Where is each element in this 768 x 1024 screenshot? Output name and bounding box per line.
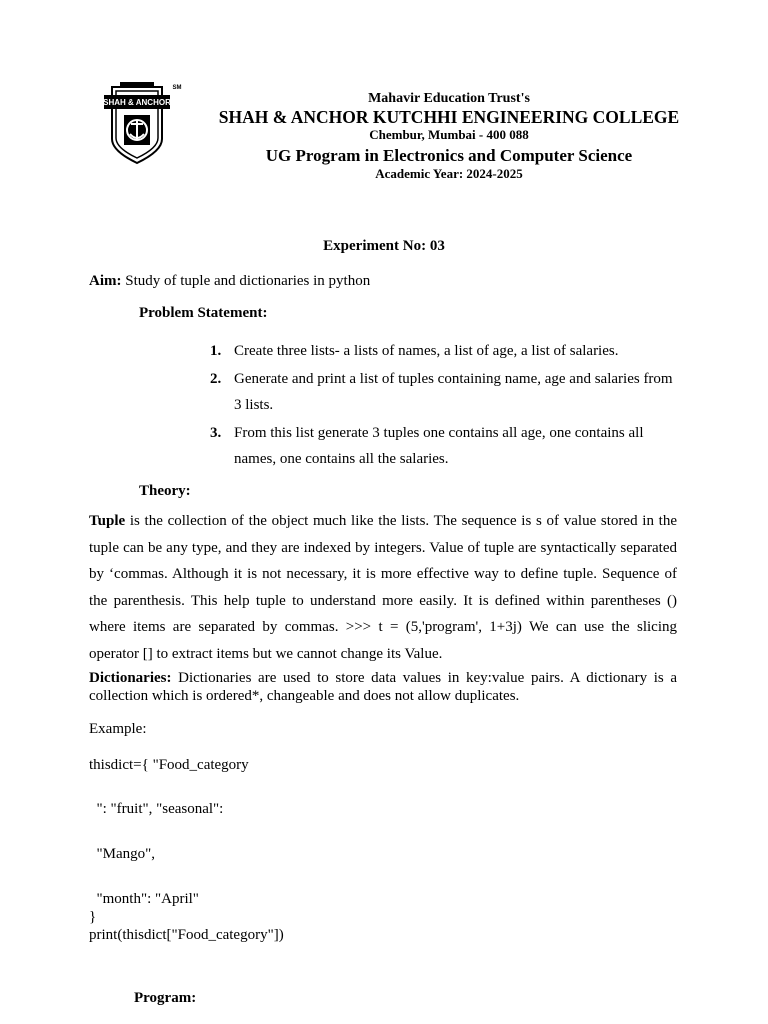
- college-address: Chembur, Mumbai - 400 088: [369, 127, 529, 142]
- program-name: UG Program in Electronics and Computer Science: [265, 146, 633, 165]
- dictionaries-label: Dictionaries:: [89, 670, 172, 686]
- tuple-paragraph: [89, 508, 677, 667]
- code-line: ": "fruit", "seasonal":: [89, 801, 224, 817]
- experiment-title: Experiment No: 03: [323, 238, 445, 254]
- code-line: thisdict={ "Food_category: [89, 757, 249, 773]
- tuple-text: is the collection of the object much like the lists. The sequence is s of value stored in the tuple can be any type, and they are indexed by integers. Value of tuple are syntactically separated by ‘commas. Although it is not necessary, it is more effective way to define tuple. Sequence of the parenthesis. This help tuple to understand more easily. It is defined within parentheses () where items are separated by commas. >>> t = (5,'program', 1+3j) We can use the slicing operator [] to extract items but we cannot change its Value.: [89, 513, 677, 662]
- aim-label: Aim:: [89, 273, 122, 289]
- document-header: [200, 90, 698, 181]
- example-label: Example:: [89, 721, 147, 737]
- tuple-label: Tuple: [89, 513, 126, 529]
- list-item-text: Generate and print a list of tuples containing name, age and salaries from 3 lists.: [234, 370, 673, 413]
- dictionaries-paragraph: [89, 669, 677, 705]
- code-line: "month": "April": [89, 891, 199, 907]
- code-line: "Mango",: [89, 846, 155, 862]
- code-line: }: [89, 909, 97, 925]
- list-item-text: From this list generate 3 tuples one contains all age, one contains all names, one contains all the salaries.: [234, 424, 644, 467]
- college-logo: [100, 79, 184, 167]
- list-item-text: Create three lists- a lists of names, a list of age, a list of salaries.: [234, 343, 619, 359]
- logo-text: SHAH & ANCHOR: [103, 98, 171, 107]
- program-heading: Program:: [134, 990, 197, 1006]
- aim-line: [89, 273, 370, 290]
- list-item: [210, 338, 680, 365]
- list-item: [210, 366, 680, 419]
- problem-statement-heading: Problem Statement:: [139, 305, 268, 321]
- list-item-number: 2.: [210, 370, 222, 387]
- list-item-number: 3.: [210, 424, 222, 441]
- academic-year: Academic Year: 2024-2025: [375, 166, 523, 181]
- code-line: print(thisdict["Food_category"]): [89, 927, 284, 943]
- college-name: SHAH & ANCHOR KUTCHHI ENGINEERING COLLEGE: [218, 107, 680, 127]
- aim-text: Study of tuple and dictionaries in python: [121, 273, 371, 289]
- problem-list: [210, 338, 680, 474]
- list-item-number: 1.: [210, 343, 222, 359]
- trust-name: Mahavir Education Trust's: [368, 91, 530, 106]
- dictionaries-text: Dictionaries are used to store data values in key:value pairs. A dictionary is a collection which is ordered*, changeable and does not allow duplicates.: [89, 670, 677, 704]
- logo-mark: SM: [172, 85, 182, 91]
- list-item: [210, 420, 680, 473]
- theory-heading: Theory:: [139, 483, 191, 499]
